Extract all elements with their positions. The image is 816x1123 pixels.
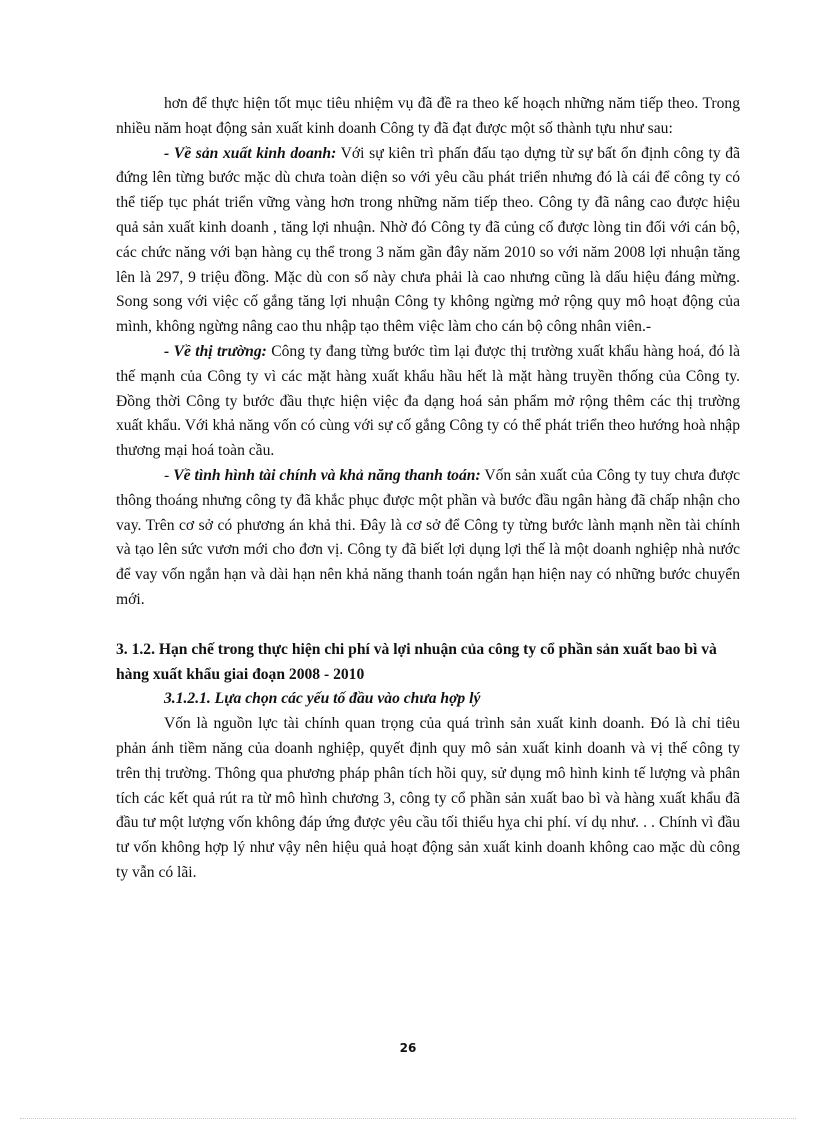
- finance-lead: Về tình hình tài chính và khả năng thanh toán:: [173, 466, 481, 484]
- page-content: [116, 92, 740, 886]
- page-bottom-divider: [20, 1118, 796, 1119]
- finance-paragraph: [116, 464, 740, 613]
- subsection-heading: 3.1.2.1. Lựa chọn các yếu tố đầu vào chưa hợp lý: [164, 690, 481, 708]
- market-body: Công ty đang từng bước tìm lại được thị trường xuất khẩu hàng hoá, đó là thế mạnh của Công ty vì các mặt hàng xuất khẩu hầu hết là mặt hàng truyền thống của Công ty. Đồng thời Công ty bước đầu thực hiện việc đa dạng hoá sản phẩm mở rộng thêm các thị trường xuất khẩu. Với khả năng vốn có cùng với sự cố gắng Công ty có thể phát triển theo hướng hoà nhập thương mại hoá toàn cầu.: [116, 342, 740, 460]
- business-paragraph: [116, 142, 740, 340]
- section-heading: 3. 1.2. Hạn chế trong thực hiện chi phí và lợi nhuận của công ty cổ phần sản xuất bao bì và hàng xuất khẩu giai đoạn 2008 - 2010: [116, 640, 717, 683]
- market-paragraph: [116, 340, 740, 464]
- finance-prefix: -: [164, 466, 174, 484]
- market-lead: - Về thị trường:: [164, 342, 267, 360]
- page-number: 26: [399, 1041, 417, 1055]
- section-body-paragraph: Vốn là nguồn lực tài chính quan trọng của quá trình sản xuất kinh doanh. Đó là chỉ tiêu phản ánh tiềm năng của doanh nghiệp, quyết định quy mô sản xuất kinh doanh và vị thế công ty trên thị trường. Thông qua phương pháp phân tích hồi quy, sử dụng mô hình kinh tế lượng và phân tích các kết quả rút ra từ mô hình chương 3, công ty cổ phần sản xuất bao bì và hàng xuất khẩu đã đầu tư một lượng vốn không đáp ứng được yêu cầu tối thiểu hỵa chi phí. ví dụ như. . . Chính vì đầu tư vốn không hợp lý như vậy nên hiệu quả hoạt động sản xuất kinh doanh không cao mặc dù công ty vẫn có lãi.: [116, 715, 740, 881]
- business-lead: - Về sản xuất kinh doanh:: [164, 144, 337, 162]
- business-body: Với sự kiên trì phấn đấu tạo dựng từ sự bất ổn định công ty đã đứng lên từng bước mặc dù chưa toàn diện so với yêu cầu phát triển nhưng đó là cái để công ty có thể tiếp tục phát triển vững vàng hơn trong những năm tiếp theo. Công ty đã nâng cao được hiệu quả sản xuất kinh doanh , tăng lợi nhuận. Nhờ đó Công ty đã củng cố được lòng tin đối với cán bộ, các chức năng với bạn hàng cụ thể trong 3 năm gần đây năm 2010 so với năm 2008 lợi nhuận tăng lên là 297, 9 triệu đồng. Mặc dù con số này chưa phải là cao nhưng cũng là dấu hiệu đáng mừng. Song song với việc cố gắng tăng lợi nhuận Công ty không ngừng mở rộng quy mô hoạt động của mình, không ngừng nâng cao thu nhập tạo thêm việc làm cho cán bộ công nhân viên.-: [116, 144, 740, 336]
- intro-paragraph: hơn để thực hiện tốt mục tiêu nhiệm vụ đã đề ra theo kế hoạch những năm tiếp theo. Trong nhiều năm hoạt động sản xuất kinh doanh Công ty đã đạt được một số thành tựu như sau:: [116, 95, 740, 137]
- finance-body: Vốn sản xuất của Công ty tuy chưa được thông thoáng nhưng công ty đã khắc phục được một phần và bước đầu ngân hàng đã chấp nhận cho vay. Trên cơ sở có phương án khả thi. Đây là cơ sở để Công ty từng bước lành mạnh nền tài chính và tạo lên sức vươn mới cho đơn vị. Công ty đã biết lợi dụng lợi thế là một doanh nghiệp nhà nước để vay vốn ngắn hạn và dài hạn nên khả năng thanh toán ngắn hạn hiện nay có những bước chuyển mới.: [116, 466, 740, 608]
